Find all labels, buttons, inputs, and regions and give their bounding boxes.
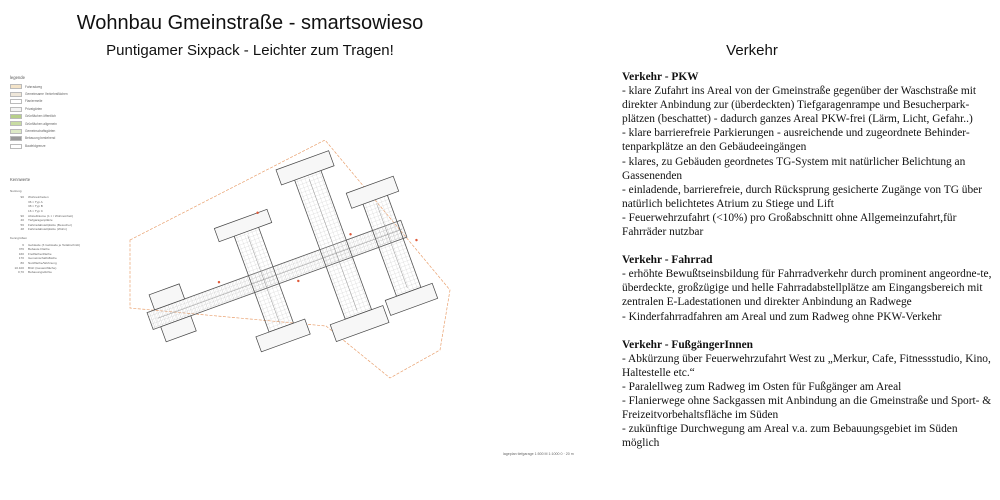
legend-heading: legende [10, 75, 25, 80]
site-plan-drawing [120, 140, 490, 400]
kennwert-value: 56 [20, 222, 24, 227]
legend-swatch [10, 99, 22, 104]
section-bullet: - einladende, barrierefreie, durch Rücksprung gesicherte Zugänge von TG über natürlich belichtetes Atrium zu Stiege und Lift [622, 183, 983, 210]
kennwert-label: Nutzfläche/Wohnung [28, 260, 57, 265]
section-heading: Verkehr - FußgängerInnen [622, 338, 754, 351]
legend-item [10, 144, 98, 149]
legend-swatch [10, 136, 22, 141]
project-subtitle: Puntigamer Sixpack - Leichter zum Tragen! [106, 42, 394, 59]
kennwert-row [10, 270, 100, 275]
legend-swatch [10, 92, 22, 97]
kennwert-label: Fahrradabstellplätze (Besucher) [28, 222, 73, 227]
kennwert-value: 0,70 [17, 270, 24, 275]
legend-label: Privatgärten [25, 106, 43, 111]
legend-label: Grünflächen allgemein [25, 121, 57, 126]
kennwert-value: 6 [22, 242, 24, 247]
kennwert-value: 160 [18, 251, 24, 256]
section-bullet: - klare Zufahrt ins Areal von der Gmeinstraße gegenüber der Waschstraße mit direkter Anbindung zur (überdeckten) Tiefgaragenrampe und Besucherpark-plätzen (beschattet) - dadurch ganzes Areal PKW-frei (Lärm, Licht, Gefahr..) [622, 85, 977, 126]
kennwert-value: 10.100 [14, 265, 24, 270]
kennwert-label: Gebäude (3 Gebäude je Teilabschnitt) [28, 242, 81, 247]
kennwert-label: Abstellräume (1 × / Wohneinheit) [28, 213, 74, 218]
text-section [622, 338, 994, 451]
legend-panel [10, 76, 98, 151]
legend-label: Baufeldgrenze [25, 143, 46, 148]
section-bullet: - klare barrierefreie Parkierungen - ausreichende und zugeordnete Behinder-tenparkplätze an den Gebäudeeingängen [622, 127, 970, 154]
legend-swatch [10, 107, 22, 112]
section-heading: Verkehr - Fahrrad [622, 254, 713, 267]
section-bullet: - Kinderfahrradfahren am Areal und zum Radweg ohne PKW-Verkehr [622, 310, 942, 323]
section-bullet: - Abkürzung über Feuerwehrzufahrt West zu „Merkur, Cafe, Fitnessstudio, Kino, Haltestelle etc.“ [622, 352, 991, 379]
kennwert-value: 40 [20, 218, 24, 223]
section-title-verkehr: Verkehr [726, 42, 778, 59]
text-section [622, 70, 994, 239]
legend-item [10, 84, 98, 89]
legend-item [10, 114, 98, 119]
kennwert-label: Gemeinschaftsfläche [28, 256, 57, 261]
section-bullet: - Feuerwehrzufahrt (<10%) pro Großabschnitt ohne Allgemeinzufahrt,für Fahrräder nutzbar [622, 211, 957, 239]
kennwert-value: 90 [20, 195, 24, 200]
legend-swatch [10, 129, 22, 134]
legend-label: Gemeinschaftsgärten [25, 129, 56, 134]
legend-label: Flaniermeile [25, 99, 43, 104]
kennwerte-sub-nutzung: Nutzung [10, 188, 22, 193]
section-bullet: - Paralellweg zum Radweg im Osten für Fußgänger am Areal [622, 380, 902, 393]
kennwert-row [10, 227, 100, 232]
kennwert-label: Bebaute Fläche [28, 247, 50, 252]
kennwert-value: 170 [18, 256, 24, 261]
legend-item [10, 136, 98, 141]
legend-label: Grünflächen öffentlich [25, 114, 56, 119]
legend-item [10, 129, 98, 134]
legend-label: Gemeinsame Verkehrsflächen [25, 92, 68, 97]
kennwert-label: Freiflächenfläche [28, 251, 52, 256]
kennwert-label: Wohneinheiten [28, 195, 49, 200]
legend-swatch [10, 114, 22, 119]
legend-label: Bebauung bestehend [25, 136, 56, 141]
kennwert-label: 16 × Typ C [28, 208, 43, 213]
text-section [622, 253, 994, 323]
kennwert-value: 376 [18, 247, 24, 252]
legend-label: Fahrradweg [25, 84, 43, 89]
section-bullet: - Flanierwege ohne Sackgassen mit Anbindung an die Gmeinstraße und Sport- & Freizeitvorbehaltsfläche im Süden [622, 394, 992, 422]
kennwerte-sub-kenngroessen: Kenngrößen [10, 235, 28, 240]
plan-scale-caption: lageplan tiefgarage 1:500 M 1:1000 0 · 20 m [503, 452, 574, 456]
kennwert-value: 80 [20, 260, 24, 265]
legend-swatch [10, 121, 22, 126]
legend-item [10, 121, 98, 126]
legend-item [10, 107, 98, 112]
kennwerte-heading: Kennwerte [10, 177, 31, 182]
section-heading: Verkehr - PKW [622, 71, 699, 83]
kennwert-label: 38 × Typ B [28, 204, 43, 209]
kennwert-label: BGF (Gesamtfläche) [28, 265, 57, 270]
kennwert-value: 48 [20, 227, 24, 232]
project-title: Wohnbau Gmeinstraße - smartsowieso [76, 12, 424, 34]
kennwert-value: 90 [20, 213, 24, 218]
kennwert-label: 36 × Typ A [28, 199, 43, 204]
legend-item [10, 92, 98, 97]
kennwert-label: Fahrradabstellplätze (Wohn) [28, 227, 67, 232]
legend-swatch [10, 144, 22, 149]
kennwert-label: Tiefgaragenplätze [28, 218, 53, 223]
section-bullet: - zukünftige Durchwegung am Areal v.a. zum Bebauungsgebiet im Süden möglich [622, 423, 958, 450]
legend-item [10, 99, 98, 104]
kennwert-label: Bebauungsdichte [28, 270, 52, 275]
section-bullet: - erhöhte Bewußtseinsbildung für Fahrradverkehr durch prominent angeordne-te, überdeckte, großzügige und helle Fahrradabstellplätze am Eingangsbereich mit zentralen E-Ladestationen und direkter Anbindung an Radwege [622, 268, 992, 309]
legend-swatch [10, 84, 22, 89]
section-bullet: - klares, zu Gebäuden geordnetes TG-System mit natürlicher Belichtung an Gassenenden [622, 155, 966, 182]
kennwerte-panel [10, 178, 100, 275]
verkehr-text-column [622, 70, 994, 464]
